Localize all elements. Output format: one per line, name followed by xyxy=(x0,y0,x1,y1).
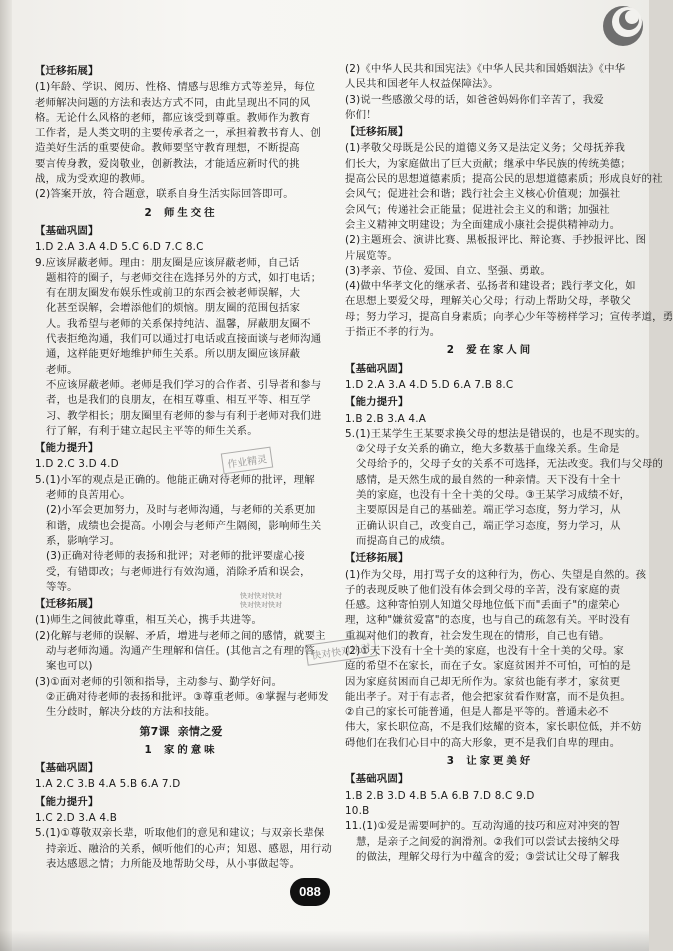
answer-line: 有在朋友圈发布娱乐性或前卫的东西会被老师误解，大 xyxy=(46,287,301,300)
subsection-title: 让家更美好 xyxy=(466,755,534,768)
answer-line: (1)孝敬父母既是公民的道德义务又是法定义务；父母抚养我 xyxy=(345,142,626,155)
lesson-heading xyxy=(35,724,327,739)
watermark-stamp-2: 快对快对快对 xyxy=(305,635,377,666)
right-column xyxy=(345,62,673,865)
answer-line: 题相符的圈子，与老师交往在选择另外的方式，如打电话； xyxy=(46,271,322,284)
subsection-title: 家的意味 xyxy=(163,743,218,756)
answer-line: 美的家庭，也没有十全十美的父母。③王某学习成绩不好， xyxy=(356,489,631,502)
answer-line: ②父母子女关系的确立，绝大多数基于血缘关系。生命是 xyxy=(356,443,620,456)
answer-line: ②自己的家长可能普通，但是人都是平等的。普通未必不 xyxy=(345,706,609,719)
answer-line: (3)正确对待老师的表扬和批评；对老师的批评要虚心接 xyxy=(46,550,305,563)
answer-line: (3)①面对老师的引领和指导，主动参与、勤学好问。 xyxy=(35,675,283,688)
answer-line: 1.A 2.C 3.B 4.A 5.B 6.A 7.D xyxy=(35,778,181,791)
answer-line: 片展览等。 xyxy=(345,249,398,262)
left-column xyxy=(35,62,332,872)
subsection-number: 3 xyxy=(446,755,455,768)
subsection-number: 1 xyxy=(144,743,152,756)
answer-line: 5.(1)小军的观点是正确的。他能正确对待老师的批评，理解 xyxy=(35,473,315,486)
answer-line: (2)答案开放，符合题意，联系自身生活实际回答即可。 xyxy=(35,188,294,201)
answer-line: 重视对他们的教育，社会发生现在的情形，自己也有错。 xyxy=(345,629,610,642)
answer-line: 10.B xyxy=(345,804,370,817)
answer-line: 1.D 2.A 3.A 4.D 5.C 6.D 7.C 8.C xyxy=(35,241,204,254)
answer-line: 表达感恩之情；力所能及地帮助父母，从小事做起等。 xyxy=(46,857,301,870)
answer-line: 工作者，是人类文明的主要传承者之一，承担着教书育人、创 xyxy=(35,127,321,140)
answer-line: 行了解，有利于建立起民主平等的师生关系。 xyxy=(46,424,258,437)
answer-line: (1)师生之间彼此尊重，相互关心，携手共进等。 xyxy=(35,614,263,627)
answer-line: 造美好生活的重要使命。教师要坚守教育理想，不断提高 xyxy=(35,142,300,155)
answer-line: 在思想上要爱父母，理解关心父母；行动上帮助父母，孝敬父 xyxy=(345,295,631,308)
lesson-number: 第7课 xyxy=(139,725,170,739)
answer-line: (4)做中华孝文化的继承者、弘扬者和建设者；践行孝文化，如 xyxy=(345,280,636,293)
answer-line: 生分歧时，解决分歧的方法和技能。 xyxy=(46,706,216,719)
answer-line: 者，也是我们的良朋友，在相互尊重、相互平等、相互学 xyxy=(46,394,311,407)
answer-line: 因为家庭贫困而自己却无所作为。家贫也能有孝才，家贫更 xyxy=(345,675,621,688)
answer-line: 11.(1)①爱是需要呵护的。互动沟通的技巧和应对冲突的智 xyxy=(345,820,620,833)
section-heading: 【能力提升】 xyxy=(35,795,99,808)
answer-line: (2)小军会更加努力，及时与老师沟通，与老师的关系更加 xyxy=(46,504,316,517)
answer-line: 庭的希望不在家长，而在子女。家庭贫困并不可怕，可怕的是 xyxy=(345,660,631,673)
section-heading: 【能力提升】 xyxy=(35,442,99,455)
subsection-heading xyxy=(35,743,327,758)
page-number: 088 xyxy=(290,878,330,906)
answer-line: 1.D 2.C 3.D 4.D xyxy=(35,458,119,471)
answer-line: (2)《中华人民共和国宪法》《中华人民共和国婚姻法》《中华 xyxy=(345,63,626,75)
answer-line: 老师解决问题的方法和表达方式不同，由此呈现出不同的风 xyxy=(35,96,311,109)
answer-line: 持亲近、融洽的关系，倾听他们的心声；知恩、感恩，用行动 xyxy=(46,842,332,855)
section-heading: 【迁移拓展】 xyxy=(35,598,99,611)
answer-line: 代表拒绝沟通，我们可以通过打电话或直接面谈与老师沟通 xyxy=(46,333,322,346)
section-heading: 【基础巩固】 xyxy=(35,762,99,775)
answer-line: (3)孝亲、节俭、爱国、自立、坚强、勇敢。 xyxy=(345,264,551,277)
answer-line: 等等。 xyxy=(46,580,78,593)
answer-line: 提高公民的思想道德素质；提高公民的思想道德素质；形成良好的社 xyxy=(345,173,663,186)
answer-line: 系，影响学习。 xyxy=(46,534,121,547)
answer-line: 老师的良苦用心。 xyxy=(46,489,131,502)
answer-line: 格。无论什么风格的老师，都应该受到尊重。教师作为教育 xyxy=(35,111,311,124)
answer-line: 9.应该屏蔽老师。理由：朋友圈是应该屏蔽老师，自己话 xyxy=(35,256,300,269)
answer-line: (2)①天下没有十全十美的家庭，也没有十全十美的父母。家 xyxy=(345,644,625,657)
answer-line: 伟大，家长职位高，不是我们炫耀的资本，家长职位低，并不妨 xyxy=(345,721,642,734)
subsection-heading xyxy=(35,206,327,221)
answer-line: 能出孝子。对于有志者，他会把家贫看作财富，而不是负担。 xyxy=(345,690,631,703)
answer-line: 任感。这种寄怕别人知道父母地位低下而"丢面子"的虚荣心 xyxy=(345,599,620,612)
watermark-stamp: 作业精灵 xyxy=(221,447,273,475)
answer-line: 正确认识自己，改变自己，端正学习态度，努力学习，从 xyxy=(356,519,621,532)
answer-line: 5.(1)①尊敬双亲长辈，听取他们的意见和建议；与双亲长辈保 xyxy=(35,827,325,840)
answer-line: 不应该屏蔽老师。老师是我们学习的合作者、引导者和参与 xyxy=(46,378,322,391)
subsection-title: 爱在家人间 xyxy=(466,344,534,357)
answer-line: (3)说一些感激父母的话，如爸爸妈妈你们辛苦了，我爱 xyxy=(345,93,604,106)
answer-line: 人。我希望与老师的关系保持纯洁、温馨，屏蔽朋友圈不 xyxy=(46,317,311,330)
answer-line: 1.B 2.B 3.A 4.A xyxy=(345,412,427,425)
answer-line: 碍他们在我们心目中的高大形象，更不是我们自卑的理由。 xyxy=(345,736,621,749)
answer-line: 理，这种"嫌贫爱富"的态度，也与自己的疏忽有关。平时没有 xyxy=(345,614,631,627)
answer-line: 于指正不孝的行为。 xyxy=(345,326,441,339)
answer-line: 人民共和国老年人权益保障法》。 xyxy=(345,78,499,91)
lesson-title: 亲情之爱 xyxy=(177,725,223,739)
binding-shadow xyxy=(0,0,12,951)
subsection-title: 师生交往 xyxy=(163,206,218,219)
section-heading: 【迁移拓展】 xyxy=(35,65,99,77)
section-heading: 【迁移拓展】 xyxy=(345,126,409,139)
subsection-heading xyxy=(345,754,635,769)
answer-line: (1)年龄、学识、阅历、性格、情感与思维方式等差异，每位 xyxy=(35,81,316,94)
answer-line: (1)作为父母，用打骂子女的这种行为，伤心、失望是自然的。孩 xyxy=(345,568,647,581)
subsection-number: 2 xyxy=(446,344,455,357)
answer-line: 战，成为受欢迎的教师。 xyxy=(35,173,152,186)
answer-line: 们长大，为家庭做出了巨大贡献；继承中华民族的传统美德； xyxy=(345,157,631,170)
answer-line: (2)化解与老师的误解、矛盾，增进与老师之间的感情，就要主 xyxy=(35,629,326,642)
answer-line: 的做法，理解父母行为中蕴含的爱；③尝试让父母了解我 xyxy=(356,850,620,863)
watermark-small-text-2: 快对快对快对 xyxy=(240,601,282,609)
watermark-small-text: 快对快对快对 xyxy=(240,592,282,600)
answer-line: 要言传身教，爱岗敬业，创新教法，才能适应新时代的挑 xyxy=(35,157,300,170)
bottom-shadow xyxy=(0,930,649,951)
answer-line: 会主义精神文明建设；为全面建成小康社会提供精神动力。 xyxy=(345,218,621,231)
subsection-heading xyxy=(345,343,635,358)
answer-line: 1.C 2.D 3.A 4.B xyxy=(35,811,118,824)
answer-line: (2)主题班会、演讲比赛、黑板报评比、辩论赛、手抄报评比、图 xyxy=(345,234,647,247)
section-heading: 【基础巩固】 xyxy=(345,362,409,375)
section-heading: 【基础巩固】 xyxy=(35,224,99,237)
answer-line: 会风气；传递社会正能量；促进社会主义的和谐；加强社 xyxy=(345,203,610,216)
answer-line: 慧，是亲子之间爱的润滑剂。②我们可以尝试去接纳父母 xyxy=(356,835,620,848)
answer-line: 父母给予的，父母子女的关系不可选择，无法改变。我们与父母的 xyxy=(356,458,664,471)
answer-line: 主要原因是自己的基础差。端正学习态度，努力学习，从 xyxy=(356,504,621,517)
answer-line: 感情，是天然生成的最自然的一种亲情。天下没有十全十 xyxy=(356,473,621,486)
answer-line: 会风气；促进社会和谐；践行社会主义核心价值观；加强社 xyxy=(345,188,621,201)
answer-line: ②正确对待老师的表扬和批评。③尊重老师。④掌握与老师发 xyxy=(46,690,329,703)
answer-line: 老师。 xyxy=(46,363,78,376)
answer-line: 子的表现反映了他们没有体会到父母的辛苦，没有家庭的责 xyxy=(345,583,621,596)
section-heading: 【能力提升】 xyxy=(345,396,409,409)
answer-line: 母；努力学习，提高自身素质；向孝心少年等榜样学习；宣传孝道，勇 xyxy=(345,310,673,323)
answer-line: 和谐，成绩也会提高。小刚会与老师产生隔阂，影响师生关 xyxy=(46,519,322,532)
answer-line: 习、教学相长；朋友圈里有老师的参与有利于老师对我们进 xyxy=(46,409,322,422)
answer-line: 动与老师沟通。沟通产生理解和信任。(其他言之有理的答 xyxy=(46,644,316,657)
answer-line: 化甚至误解，会增添他们的烦恼。朋友圈的范围包括家 xyxy=(46,302,301,315)
answer-line: 1.D 2.A 3.A 4.D 5.D 6.A 7.B 8.C xyxy=(345,378,514,391)
answer-line: 5.(1)王某学生王某要求换父母的想法是错误的，也是不现实的。 xyxy=(345,427,646,440)
section-heading: 【迁移拓展】 xyxy=(345,552,409,565)
answer-line: 而提高自己的成绩。 xyxy=(356,534,452,547)
answer-line: 通，这样能更好地维护师生关系。所以朋友圈应该屏蔽 xyxy=(46,348,301,361)
answer-line: 1.B 2.B 3.D 4.B 5.A 6.B 7.D 8.C 9.D xyxy=(345,789,535,802)
subsection-number: 2 xyxy=(144,206,152,219)
answer-line: 受，有错即改；与老师进行有效沟通，消除矛盾和误会， xyxy=(46,565,311,578)
answer-line: 案也可以) xyxy=(46,660,93,673)
section-heading: 【基础巩固】 xyxy=(345,773,409,786)
crescent-logo-icon xyxy=(599,4,645,50)
answer-line: 你们！ xyxy=(345,108,377,121)
